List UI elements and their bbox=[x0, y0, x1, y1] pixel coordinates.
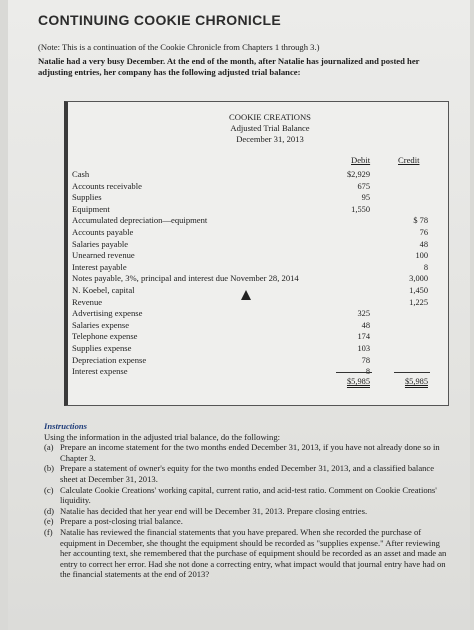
account-name: Telephone expense bbox=[72, 331, 138, 342]
account-name: N. Koebel, capital bbox=[72, 285, 135, 295]
account-credit: 8 bbox=[423, 262, 428, 272]
account-name: Salaries expense bbox=[72, 319, 130, 330]
company-name: COOKIE CREATIONS bbox=[229, 112, 311, 122]
account-name: Interest expense bbox=[72, 366, 128, 377]
account-name: Supplies expense bbox=[72, 343, 132, 353]
mouse-pointer-icon bbox=[241, 290, 251, 300]
account-name: Accounts receivable bbox=[72, 180, 142, 191]
instruction-text: Prepare a post-closing trial balance. bbox=[60, 516, 183, 527]
instruction-label: (b) bbox=[44, 463, 55, 474]
instruction-text: Calculate Cookie Creations' working capital, current ratio, and acid-test ratio. Comment on Cookie Creations' liquidity. bbox=[60, 484, 437, 506]
total-credit: $5,985 bbox=[404, 377, 428, 386]
account-debit: $2,929 bbox=[346, 170, 370, 179]
debit-column-header: Debit bbox=[351, 155, 371, 165]
instructions-heading: Instructions bbox=[44, 421, 87, 431]
instruction-text: Natalie has decided that her year end will be December 31, 2013. Prepare closing entries. bbox=[60, 505, 368, 516]
instruction-item bbox=[44, 527, 448, 580]
account-name: Supplies bbox=[72, 192, 102, 203]
account-name: Salaries payable bbox=[72, 238, 129, 249]
account-debit: 95 bbox=[361, 193, 370, 203]
account-credit: 76 bbox=[419, 228, 428, 237]
account-name: Depreciation expense bbox=[72, 354, 147, 365]
account-debit: 174 bbox=[357, 332, 370, 342]
total-debit: $5,985 bbox=[346, 377, 370, 386]
instruction-label: (e) bbox=[44, 516, 54, 527]
instruction-text: Prepare a statement of owner's equity for the two months ended December 31, 2013, and a classified balance sheet at December 31, 2013. bbox=[60, 463, 435, 484]
account-credit: $ 78 bbox=[413, 216, 428, 226]
account-debit: 8 bbox=[365, 367, 370, 377]
instructions-section bbox=[44, 421, 448, 580]
continuation-note: (Note: This is a continuation of the Cookie Chronicle from Chapters 1 through 3.) bbox=[38, 42, 320, 52]
intro-block bbox=[38, 42, 448, 81]
instructions-lead: Using the information in the adjusted trial balance, do the following: bbox=[44, 431, 281, 442]
credit-column-header: Credit bbox=[398, 155, 420, 165]
account-name: Revenue bbox=[72, 296, 103, 307]
trial-balance-header bbox=[68, 112, 448, 145]
debit-total-rule bbox=[336, 372, 372, 373]
account-name: Accounts payable bbox=[72, 227, 134, 237]
instruction-label: (c) bbox=[44, 484, 54, 495]
account-name: Advertising expense bbox=[72, 308, 143, 319]
instruction-label: (a) bbox=[44, 442, 54, 453]
account-credit: 48 bbox=[419, 239, 428, 249]
account-debit: 1,550 bbox=[351, 204, 370, 214]
account-debit: 675 bbox=[357, 181, 370, 191]
account-credit: 3,000 bbox=[409, 274, 428, 284]
account-credit: 1,450 bbox=[409, 286, 428, 295]
instruction-item bbox=[44, 516, 448, 527]
account-name: Interest payable bbox=[72, 261, 127, 272]
account-debit: 48 bbox=[361, 320, 370, 330]
instruction-text: Prepare an income statement for the two months ended December 31, 2013, if you have not already done so in Chapter 3. bbox=[60, 442, 440, 463]
instruction-label: (d) bbox=[44, 505, 55, 516]
instruction-label: (f) bbox=[44, 526, 53, 537]
account-debit: 78 bbox=[361, 355, 370, 365]
intro-paragraph: Natalie had a very busy December. At the end of the month, after Natalie has journalized and posted her adjusting entries, her company has the following adjusted trial balance: bbox=[38, 56, 420, 77]
account-name: Cash bbox=[72, 169, 90, 179]
instructions-list bbox=[44, 442, 448, 580]
account-debit: 325 bbox=[357, 309, 370, 319]
instruction-item bbox=[44, 485, 448, 506]
statement-name: Adjusted Trial Balance bbox=[230, 123, 310, 133]
page-title: CONTINUING COOKIE CHRONICLE bbox=[38, 12, 281, 28]
account-name: Notes payable, 3%, principal and interest due November 28, 2014 bbox=[72, 273, 299, 284]
account-credit: 1,225 bbox=[409, 297, 428, 307]
statement-date: December 31, 2013 bbox=[236, 134, 304, 144]
account-name: Unearned revenue bbox=[72, 250, 135, 261]
instruction-text: Natalie has reviewed the financial statements that you have prepared. When she recorded the purchase of equipment in December, she thought the equipment should be recorded as "supplies expense." After reviewing her accounting text, she remembered that the purchase of equipment should be recorded as an asset and made an entry to correct her error. Had she not done a correcting entry, what impact would that journal entry have had on the financial statements at the end of 2013? bbox=[60, 526, 447, 580]
account-name: Equipment bbox=[72, 203, 110, 214]
instruction-item bbox=[44, 442, 448, 463]
account-credit: 100 bbox=[415, 251, 428, 261]
textbook-page bbox=[8, 0, 470, 630]
credit-total-rule bbox=[394, 372, 430, 373]
instruction-item bbox=[44, 506, 448, 517]
account-debit: 103 bbox=[357, 344, 370, 353]
instruction-item bbox=[44, 463, 448, 484]
trial-balance-box bbox=[64, 101, 449, 406]
account-name: Accumulated depreciation—equipment bbox=[72, 215, 208, 226]
